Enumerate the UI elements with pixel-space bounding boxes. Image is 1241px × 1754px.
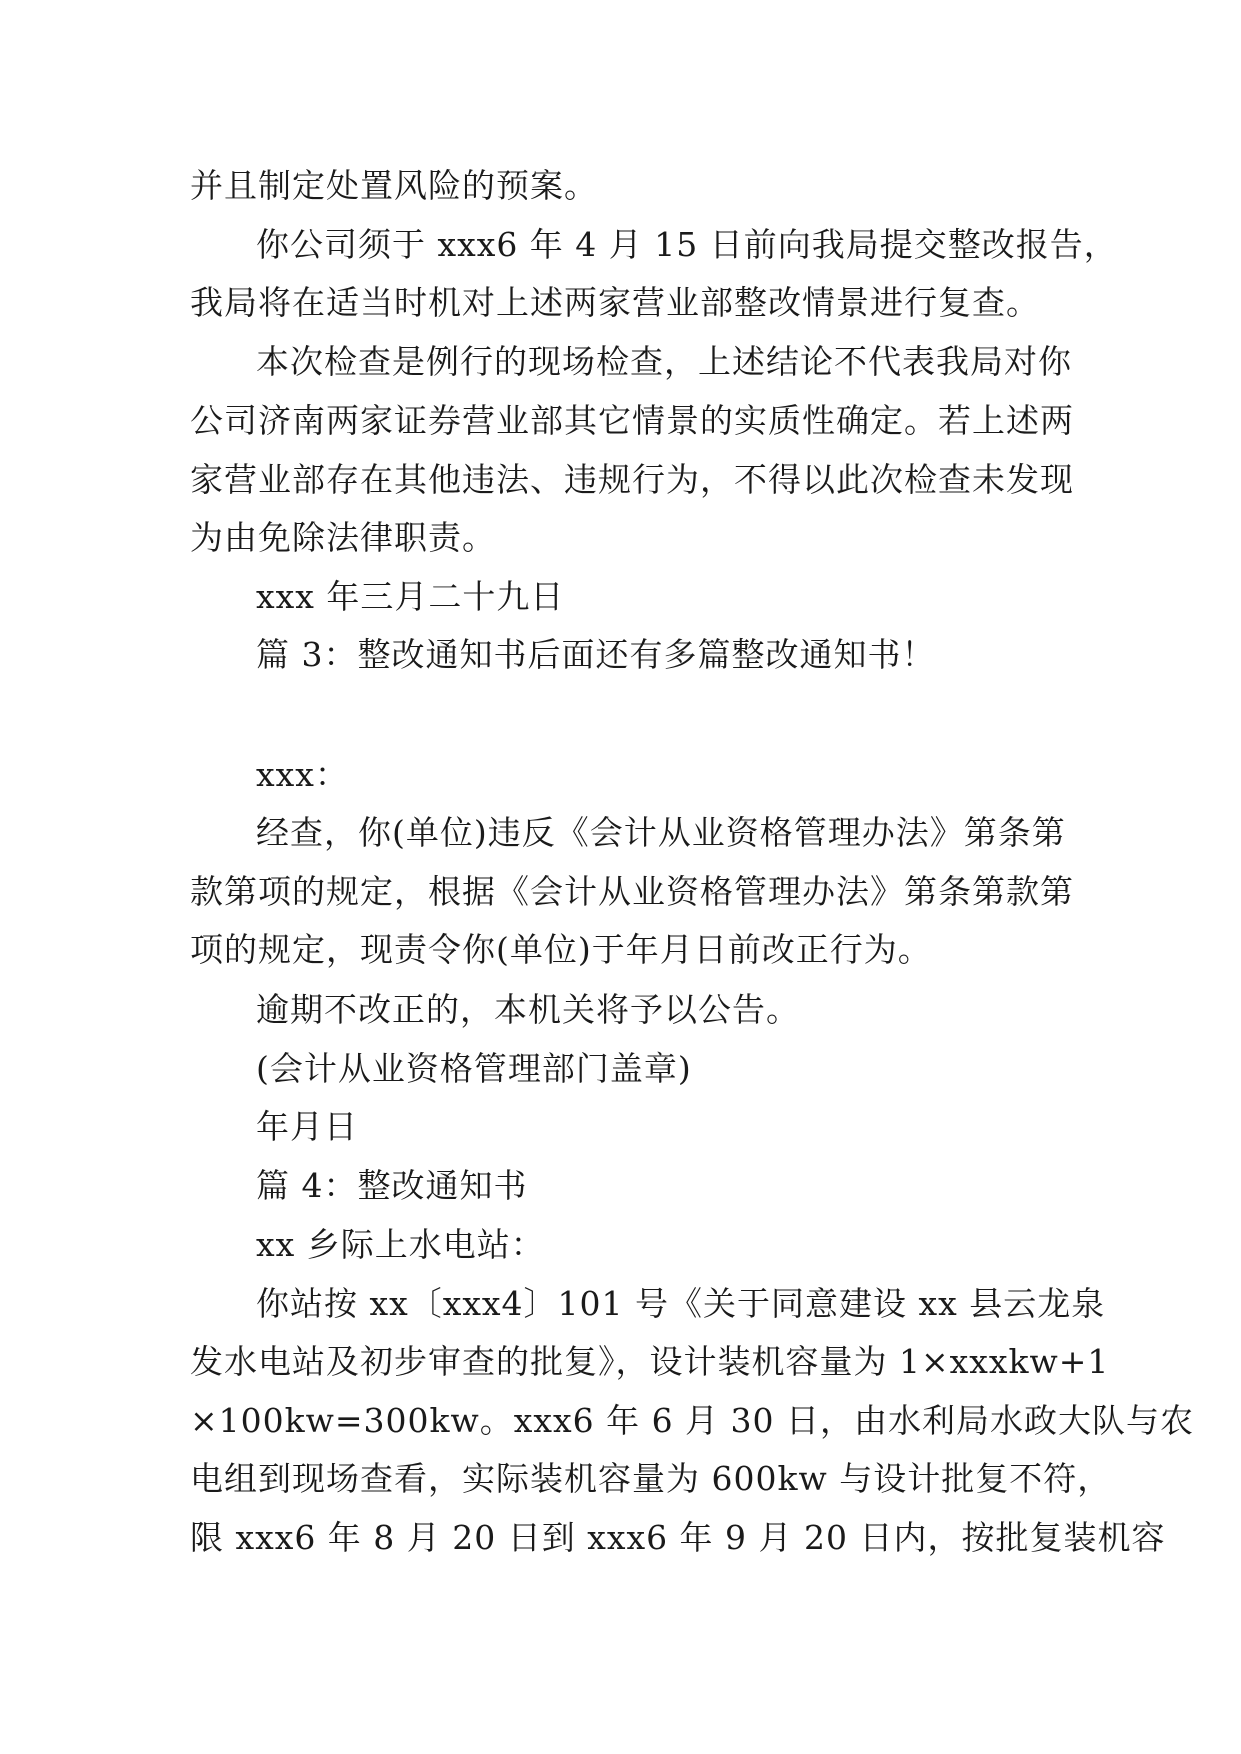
text-line: 家营业部存在其他违法、违规行为，不得以此次检查未发现: [190, 460, 1074, 499]
text-line: 经查，你(单位)违反《会计从业资格管理办法》第条第: [256, 813, 1066, 852]
text-line: ×100kw=300kw。xxx6 年 6 月 30 日，由水利局水政大队与农: [190, 1401, 1195, 1440]
text-line: 项的规定，现责令你(单位)于年月日前改正行为。: [190, 930, 932, 969]
text-line: 公司济南两家证券营业部其它情景的实质性确定。若上述两: [190, 401, 1074, 440]
salutation: xx 乡际上水电站：: [256, 1225, 545, 1264]
date-line: 年月日: [256, 1107, 358, 1146]
text-line: 电组到现场查看，实际装机容量为 600kw 与设计批复不符，: [190, 1459, 1112, 1498]
text-line: 并且制定处置风险的预案。: [190, 166, 598, 205]
text-line: 本次检查是例行的现场检查，上述结论不代表我局对你: [256, 342, 1072, 381]
date-line: xxx 年三月二十九日: [256, 577, 565, 616]
text-line: 我局将在适当时机对上述两家营业部整改情景进行复查。: [190, 283, 1040, 322]
text-line: 限 xxx6 年 8 月 20 日到 xxx6 年 9 月 20 日内，按批复装机容: [190, 1518, 1166, 1557]
salutation: xxx：: [256, 755, 349, 794]
text-line: 款第项的规定，根据《会计从业资格管理办法》第条第款第: [190, 872, 1074, 911]
stamp-note: (会计从业资格管理部门盖章): [256, 1049, 692, 1088]
text-line: 你站按 xx〔xxx4〕101 号《关于同意建设 xx 县云龙泉: [256, 1284, 1106, 1323]
text-line: 为由免除法律职责。: [190, 518, 496, 557]
text-line: 你公司须于 xxx6 年 4 月 15 日前向我局提交整改报告，: [256, 225, 1118, 264]
section-heading: 篇 4：整改通知书: [256, 1166, 528, 1205]
text-line: 发水电站及初步审查的批复》，设计装机容量为 1×xxxkw+1: [190, 1342, 1110, 1381]
text-line: 逾期不改正的，本机关将予以公告。: [256, 990, 800, 1029]
section-heading: 篇 3：整改通知书后面还有多篇整改通知书！: [256, 635, 936, 674]
